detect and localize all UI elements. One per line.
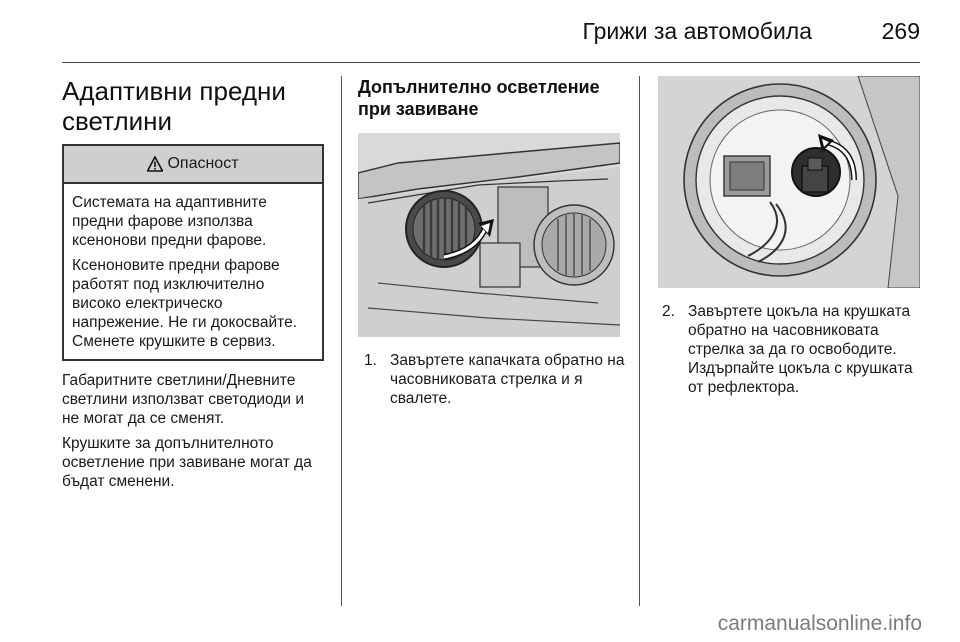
left-column — [62, 76, 324, 491]
body-paragraph: Габаритните светлини/Дневните светлини използват светодиоди и не могат да се сменят. — [62, 372, 305, 427]
middle-column — [358, 76, 626, 408]
bulb-socket-figure — [658, 76, 920, 288]
step-text: Завъртете цокъла на крушката обратно на часовниковата стрелка за да го освободите. Издърпайте цокъла с крушката от рефлектора. — [688, 303, 913, 396]
headlamp-cap-figure — [358, 133, 620, 337]
danger-warning-box — [62, 144, 324, 361]
step-text: Завъртете капачката обратно на часовниковата стрелка и я свалете. — [390, 352, 625, 407]
step-number: 1. — [364, 352, 377, 369]
headlamp-cap-illustration — [358, 133, 620, 337]
warning-paragraph: Ксеноновите предни фарове работят под изключително високо електрическо напрежение. Не ги докосвайте. Сменете крушките в сервиз. — [72, 257, 297, 350]
watermark: carmanualsonline.info — [717, 612, 922, 635]
column-divider-right — [639, 76, 640, 606]
right-column — [656, 76, 922, 397]
page-number: 269 — [881, 18, 920, 44]
bulb-socket-illustration — [658, 76, 920, 288]
warning-body — [64, 184, 322, 359]
instruction-step — [656, 302, 922, 397]
column-divider-left — [341, 76, 342, 606]
body-paragraph: Крушките за допълнителното осветление при завиване могат да бъдат сменени. — [62, 435, 312, 490]
warning-header — [64, 146, 322, 184]
page-header-title: Грижи за автомобила — [582, 18, 812, 44]
warning-title: Опасност — [167, 155, 239, 172]
warning-triangle-icon — [147, 156, 163, 172]
subsection-title: Допълнително осветление при завиване — [358, 77, 600, 119]
header-divider — [62, 62, 920, 63]
step-number: 2. — [662, 303, 675, 320]
warning-paragraph: Системата на адаптивните предни фарове използва ксенонови предни фарове. — [72, 194, 267, 249]
instruction-step — [358, 351, 626, 408]
section-title: Адаптивни предни светлини — [62, 76, 286, 136]
